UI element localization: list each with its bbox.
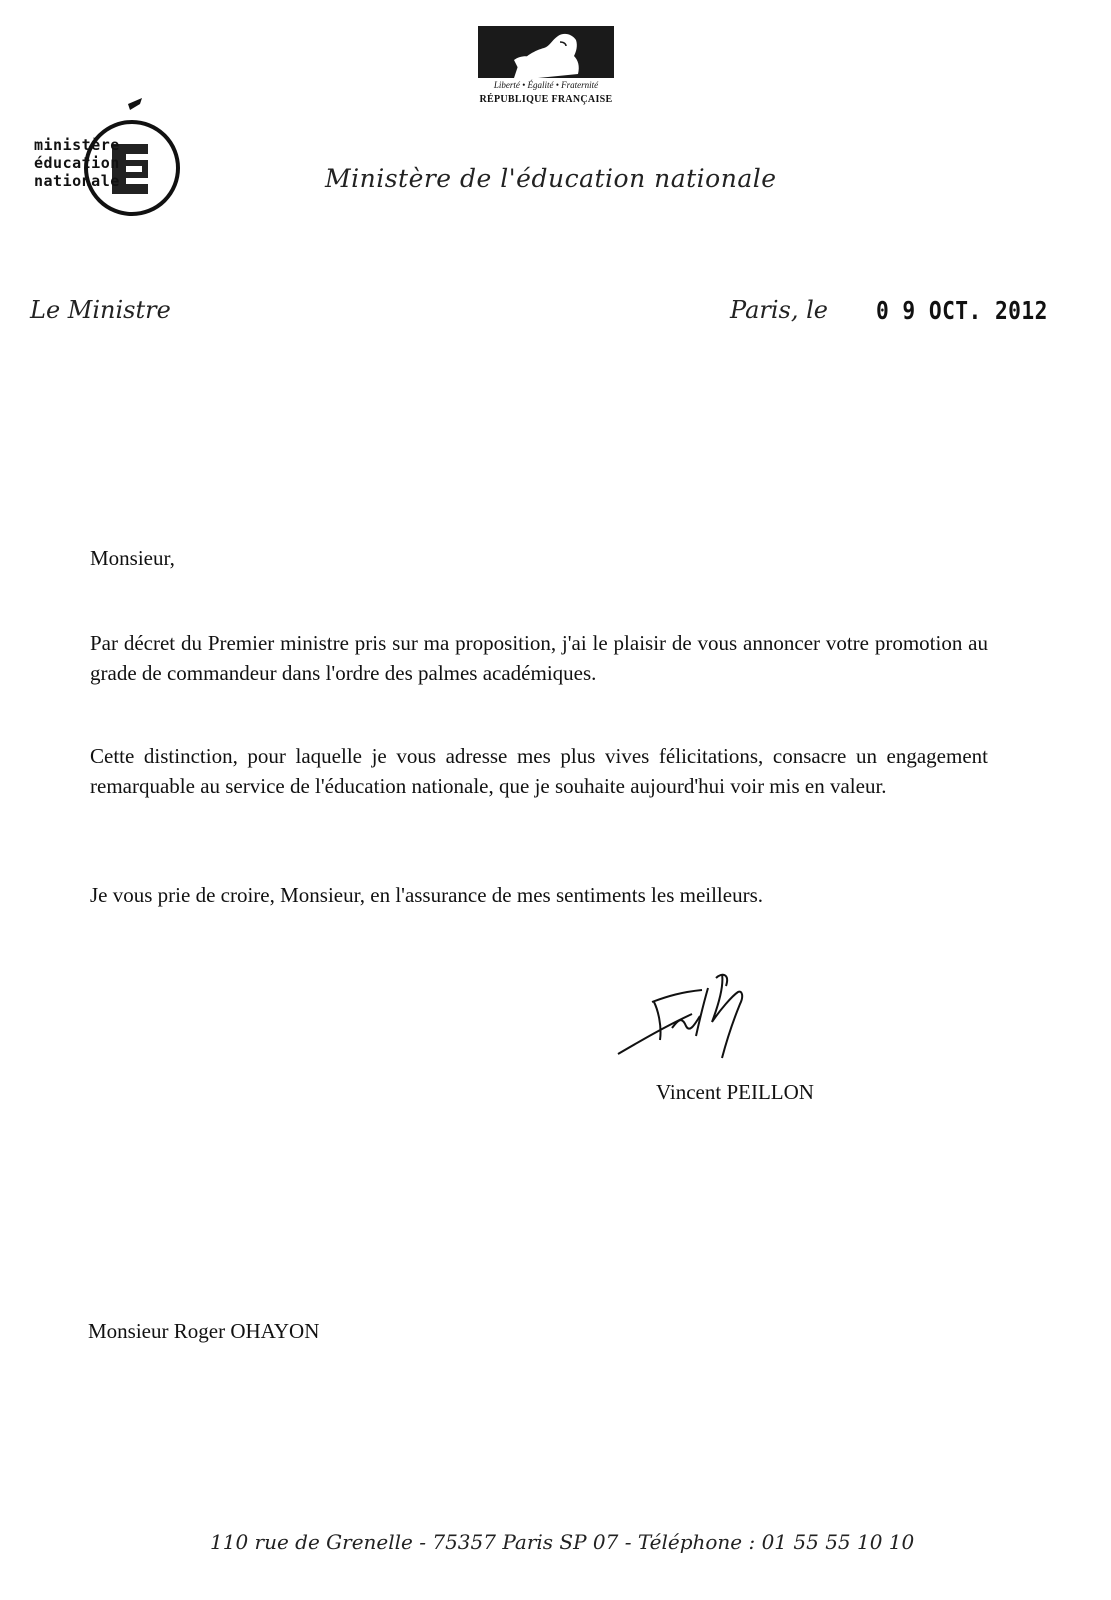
republique-francaise-logo: [476, 24, 616, 112]
handwritten-signature: [612, 966, 772, 1066]
paragraph-2: Cette distinction, pour laquelle je vous adresse mes plus vives félicitations, consacre un engagement remarquable au service de l'éducation nationale, que je souhaite aujourd'hui voir mis en valeur.: [90, 744, 988, 798]
place-label: Paris, le: [730, 296, 828, 324]
date-stamp: 0 9 OCT. 2012: [876, 296, 1048, 325]
ministry-logo-line-3: nationale: [34, 172, 120, 190]
ministry-education-logo: [30, 96, 190, 216]
salutation: Monsieur,: [90, 546, 175, 570]
footer-address: 110 rue de Grenelle - 75357 Paris SP 07 - Téléphone : 01 55 55 10 10: [210, 1530, 915, 1554]
republic-motto: Liberté • Égalité • Fraternité: [493, 80, 599, 90]
paragraph-1: Par décret du Premier ministre pris sur ma proposition, j'ai le plaisir de vous annoncer votre promotion au grade de commandeur dans l'ordre des palmes académiques.: [90, 631, 988, 685]
ministry-logo-line-1: ministère: [34, 136, 120, 154]
republic-name: RÉPUBLIQUE FRANÇAISE: [479, 94, 613, 105]
ministry-heading: Ministère de l'éducation nationale: [325, 164, 777, 193]
ministry-logo-line-2: éducation: [34, 154, 120, 172]
paragraph-3: Je vous prie de croire, Monsieur, en l'assurance de mes sentiments les meilleurs.: [90, 883, 764, 907]
sender-title: Le Ministre: [30, 296, 171, 324]
signatory-name: Vincent PEILLON: [656, 1080, 814, 1104]
recipient-name: Monsieur Roger OHAYON: [88, 1319, 320, 1343]
marianne-emblem: [478, 26, 614, 78]
